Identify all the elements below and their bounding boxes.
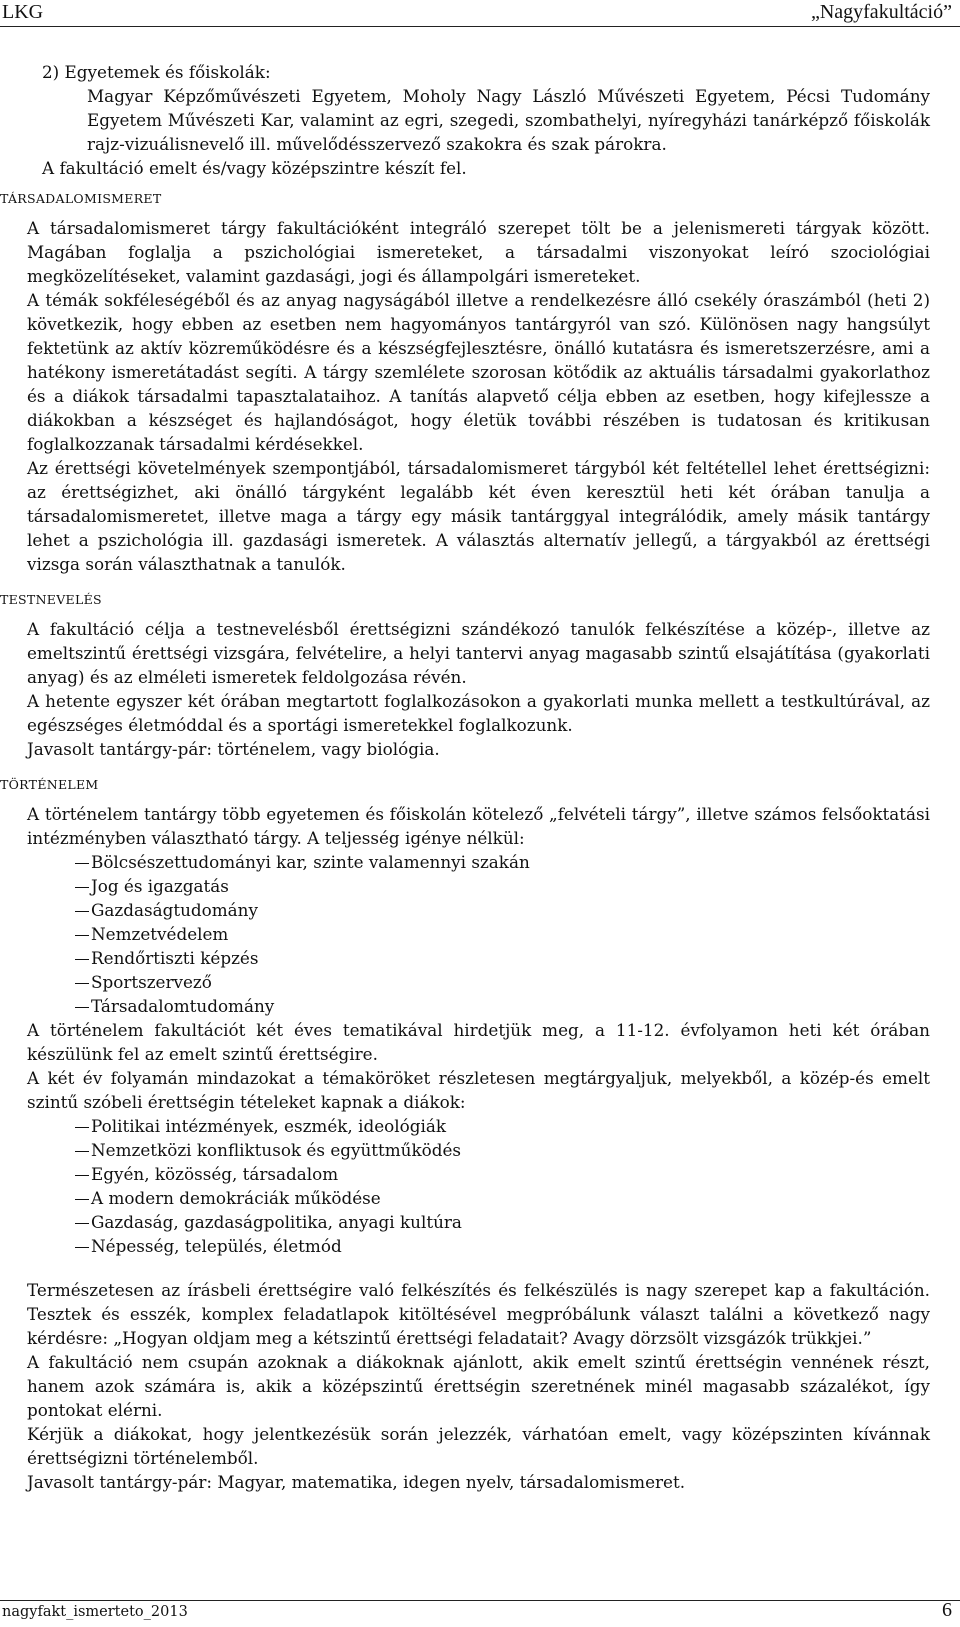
history-paragraph: A két év folyamán mindazokat a témaköröket részletesen megtárgyaljuk, melyekből, a közép-és emelt szintű szóbeli érettségin tételeket kapnak a diákok: bbox=[27, 1068, 930, 1112]
list-item: Bölcsészettudományi kar, szinte valamennyi szakán bbox=[75, 850, 930, 874]
dash-icon bbox=[75, 935, 89, 936]
list-item: Sportszervező bbox=[75, 970, 930, 994]
spacer bbox=[27, 1258, 930, 1278]
history-paragraph: Természetesen az írásbeli érettségire való felkészítés és felkészülés is nagy szerepet kap a fakultáción. Tesztek és esszék, komplex feladatlapok kitöltésével megpróbálunk választ találni a következő nagy kérdésre: „Hogyan oldjam meg a kétszintű érettségi feladatait? Avagy dörzsölt vizsgázók trükkjei.” bbox=[27, 1280, 930, 1348]
history-intro: A történelem tantárgy több egyetemen és főiskolán kötelező „felvételi tárgy”, illetve számos felsőoktatási intézményben választható tárgy. A teljesség igénye nélkül: bbox=[27, 804, 930, 848]
list-item: Népesség, település, életmód bbox=[75, 1234, 930, 1258]
dash-icon bbox=[75, 887, 89, 888]
history-paragraph: Javasolt tantárgy-pár: Magyar, matematika, idegen nyelv, társadalomismeret. bbox=[27, 1472, 686, 1492]
pe-paragraph: A hetente egyszer két órában megtartott foglalkozásokon a gyakorlati munka mellett a testkultúrával, az egészséges életmóddal és a sportági ismeretekkel foglalkozunk. bbox=[27, 691, 930, 735]
pe-paragraph: Javasolt tantárgy-pár: történelem, vagy biológia. bbox=[27, 739, 440, 759]
list-item: Társadalomtudomány bbox=[75, 994, 930, 1018]
list-item: Gazdaságtudomány bbox=[75, 898, 930, 922]
social-studies-paragraph: A témák sokféleségéből és az anyag nagyságából illetve a rendelkezésre álló csekély óraszámból (heti 2) következik, hogy ebben az esetben nem hagyományos tantárgyról van szó. Különösen nagy hangsúlyt fektetünk az aktív közreműködésre és a készségfejlesztésre, önálló kutatásra és ismeretszerzésre, ami a hatékony ismeretátadást segíti. A tárgy szemlélete szorosan kötődik az aktuális társadalmi gyakorlathoz és a diákok társadalmi tapasztalataihoz. A tanítás alapvető célja ebben az esetben, hogy kifejlessze a diákokban a készséget és hajlandóságot, hogy életük további részében is tudatosan és kritikusan foglalkozzanak társadalmi kérdésekkel. bbox=[27, 290, 930, 454]
list-item: A modern demokráciák működése bbox=[75, 1186, 930, 1210]
list-item: Nemzetvédelem bbox=[75, 922, 930, 946]
list-item: Egyén, közösség, társadalom bbox=[75, 1162, 930, 1186]
universities-body: Magyar Képzőművészeti Egyetem, Moholy Nagy László Művészeti Egyetem, Pécsi Tudomány Egyetem Művészeti Kar, valamint az egri, szegedi, szombathelyi, nyíregyházi tanárképző főiskolák rajz-vizuálisnevelő ill. művelődésszervező szakokra és szak párokra. bbox=[87, 86, 930, 154]
dash-icon bbox=[75, 1007, 89, 1008]
pe-paragraph: A fakultáció célja a testnevelésből érettségizni szándékozó tanulók felkészítése a közép-, illetve az emeltszintű érettségi vizsgára, felvételire, a helyi tantervi anyag magasabb szintű elsajátítása (gyakorlati anyag) és az elméleti ismeretek feldolgozása révén. bbox=[27, 619, 930, 687]
dash-icon bbox=[75, 1199, 89, 1200]
topics-list bbox=[27, 1114, 930, 1258]
dash-icon bbox=[75, 863, 89, 864]
page-header bbox=[0, 0, 960, 27]
dash-icon bbox=[75, 1127, 89, 1128]
social-studies-paragraph: A társadalomismeret tárgy fakultációként integráló szerepet tölt be a jelenismereti tárgyak között. Magában foglalja a pszichológiai ismereteket, a társadalmi viszonyokat leíró szociológiai megközelítéseket, valamint gazdasági, jogi és állampolgári ismereteket. bbox=[27, 218, 930, 286]
list-item: Politikai intézmények, eszmék, ideológiák bbox=[75, 1114, 930, 1138]
page-number: 6 bbox=[942, 1599, 952, 1621]
page-footer bbox=[0, 1600, 960, 1627]
section-title-history: TÖRTÉNELEM bbox=[0, 777, 99, 792]
universities-heading: 2) Egyetemek és főiskolák: bbox=[42, 62, 271, 82]
list-item: Jog és igazgatás bbox=[75, 874, 930, 898]
dash-icon bbox=[75, 959, 89, 960]
dash-icon bbox=[75, 911, 89, 912]
social-studies-paragraph: Az érettségi követelmények szempontjából, társadalomismeret tárgyból két feltétellel lehet érettségizni: az érettségizhet, aki önálló tárgyként legalább két éven keresztül heti két órában tanulja a társadalomismeretet, illetve maga a tárgy egy másik tantárggyal integrálódik, amely másik tantárgy lehet a pszichológia ill. gazdasági ismeretek. A választás alternatív jellegű, a tárgyakból az érettségi vizsga során választhatnak a tanulók. bbox=[27, 458, 930, 574]
section-title-social-studies: TÁRSADALOMISMERET bbox=[0, 191, 162, 206]
section-title-pe: TESTNEVELÉS bbox=[0, 592, 102, 607]
header-left: LKG bbox=[2, 1, 44, 23]
document-body bbox=[0, 60, 930, 1494]
dash-icon bbox=[75, 1151, 89, 1152]
list-item: Nemzetközi konfliktusok és együttműködés bbox=[75, 1138, 930, 1162]
dash-icon bbox=[75, 1175, 89, 1176]
universities-level: A fakultáció emelt és/vagy középszintre készít fel. bbox=[42, 158, 467, 178]
dash-icon bbox=[75, 983, 89, 984]
history-paragraph: Kérjük a diákokat, hogy jelentkezésük során jelezzék, várhatóan emelt, vagy középszinten kívánnak érettségizni történelemből. bbox=[27, 1424, 930, 1468]
list-item: Rendőrtiszti képzés bbox=[75, 946, 930, 970]
dash-icon bbox=[75, 1223, 89, 1224]
header-right: „Nagyfakultáció” bbox=[810, 1, 952, 23]
list-item: Gazdaság, gazdaságpolitika, anyagi kultúra bbox=[75, 1210, 930, 1234]
institutions-list bbox=[27, 850, 930, 1018]
footer-filename: nagyfakt_ismerteto_2013 bbox=[2, 1604, 188, 1620]
history-paragraph: A történelem fakultációt két éves tematikával hirdetjük meg, a 11-12. évfolyamon heti két órában készülünk fel az emelt szintű érettségire. bbox=[27, 1020, 930, 1064]
history-paragraph: A fakultáció nem csupán azoknak a diákoknak ajánlott, akik emelt szintű érettségin vennének részt, hanem azok számára is, akik a középszintű érettségin szeretnének minél magasabb százalékot, így pontokat elérni. bbox=[27, 1352, 930, 1420]
dash-icon bbox=[75, 1247, 89, 1248]
